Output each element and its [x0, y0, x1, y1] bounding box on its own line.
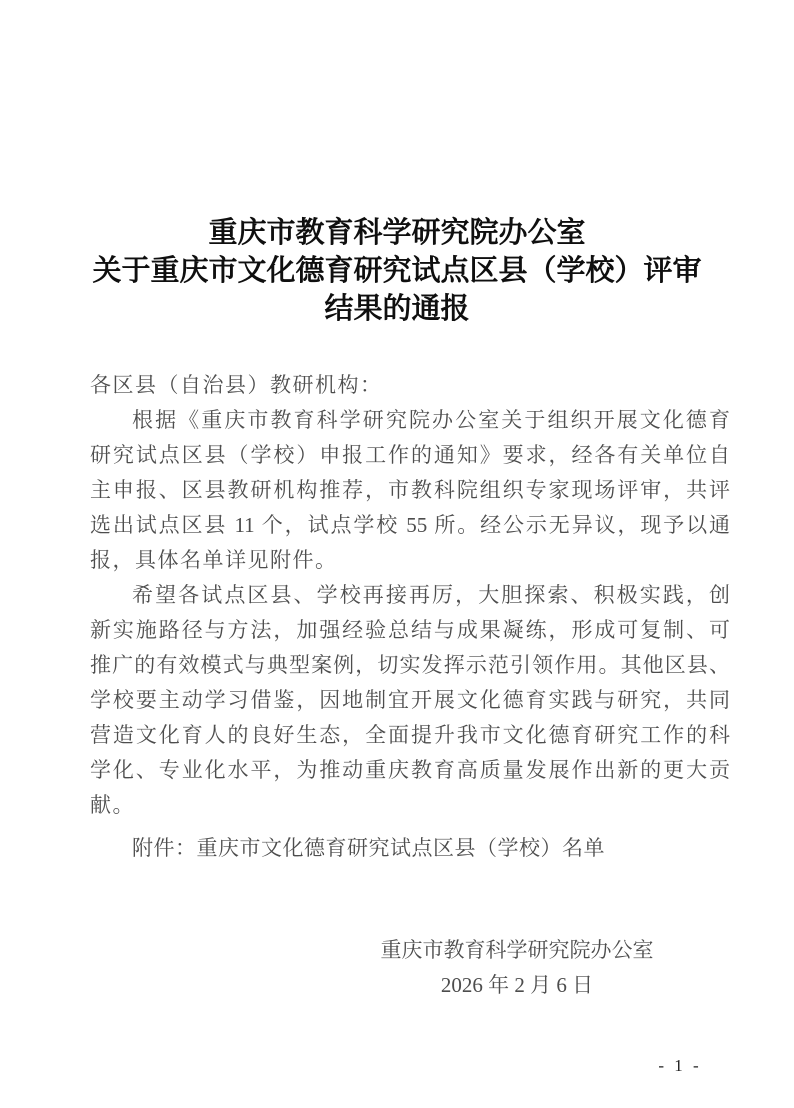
document-title — [0, 214, 794, 328]
body-text-line: 选出试点区县 11 个，试点学校 55 所。经公示无异议，现予以通 — [90, 513, 730, 537]
salutation-line: 各区县（自治县）教研机构： — [90, 373, 383, 397]
document-title-line-3: 结果的通报 — [324, 293, 470, 325]
signature-org-line: 重庆市教育科学研究院办公室 — [380, 938, 654, 962]
document-body — [90, 368, 730, 823]
body-text-line: 研究试点区县（学校）申报工作的通知》要求，经各有关单位自 — [90, 443, 730, 467]
signature-block — [330, 933, 704, 1003]
body-text-line: 新实施路径与方法，加强经验总结与成果凝练，形成可复制、可 — [90, 618, 730, 642]
body-text-line: 根据《重庆市教育科学研究院办公室关于组织开展文化德育 — [132, 408, 730, 432]
body-text-line: 学化、专业化水平，为推动重庆教育高质量发展作出新的更大贡 — [90, 758, 730, 782]
body-text-line: 营造文化育人的良好生态，全面提升我市文化德育研究工作的科 — [90, 723, 730, 747]
page-number: - 1 - — [658, 1056, 702, 1075]
body-text-line: 推广的有效模式与典型案例，切实发挥示范引领作用。其他区县、 — [90, 653, 730, 677]
document-title-line-2: 关于重庆市文化德育研究试点区县（学校）评审 — [92, 255, 702, 287]
body-text-line: 献。 — [90, 793, 135, 817]
body-text-line: 希望各试点区县、学校再接再厉，大胆探索、积极实践，创 — [132, 583, 730, 607]
signature-date-line: 2026 年 2 月 6 日 — [440, 973, 594, 997]
body-text-line: 报，具体名单详见附件。 — [90, 548, 338, 572]
body-text-line: 学校要主动学习借鉴，因地制宜开展文化德育实践与研究，共同 — [90, 688, 730, 712]
body-text-line: 主申报、区县教研机构推荐，市教科院组织专家现场评审，共评 — [90, 478, 730, 502]
document-title-line-1: 重庆市教育科学研究院办公室 — [208, 217, 586, 249]
attachment-line: 附件：重庆市文化德育研究试点区县（学校）名单 — [132, 836, 605, 860]
